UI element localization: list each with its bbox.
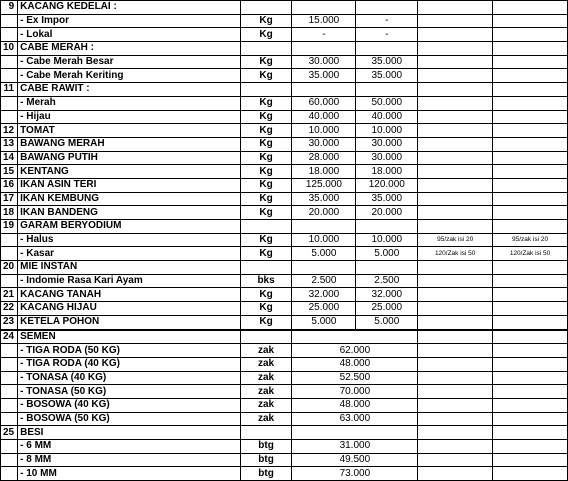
- table-row: [1, 110, 568, 124]
- table-row: [1, 192, 568, 206]
- price-1: 20.000: [292, 206, 356, 220]
- price: 48.000: [292, 398, 418, 412]
- price: 31.000: [292, 440, 418, 454]
- table-row: [1, 371, 568, 385]
- price-1: 125.000: [292, 178, 356, 192]
- note-2: [493, 288, 568, 302]
- table-row: [1, 315, 568, 329]
- note-2: [493, 137, 568, 151]
- note-1: [418, 330, 493, 344]
- note-2: [493, 315, 568, 329]
- table-row: [1, 440, 568, 454]
- note-1: 120/Zak isi 50: [418, 247, 493, 261]
- item-name: IKAN KEMBUNG: [18, 192, 241, 206]
- row-number: [1, 398, 18, 412]
- unit-cell: zak: [240, 385, 292, 399]
- row-number: [1, 453, 18, 467]
- unit-cell: Kg: [240, 124, 292, 138]
- note-1: [418, 110, 493, 124]
- item-name: KENTANG: [18, 165, 241, 179]
- note-1: [418, 178, 493, 192]
- item-name: GARAM BERYODIUM: [18, 220, 241, 234]
- table-row: [1, 206, 568, 220]
- price-1: 30.000: [292, 55, 356, 69]
- note-1: [418, 192, 493, 206]
- unit-cell: Kg: [240, 206, 292, 220]
- price-2: 120.000: [356, 178, 418, 192]
- item-name: SEMEN: [18, 330, 241, 344]
- note-2: [493, 55, 568, 69]
- unit-cell: [240, 261, 292, 275]
- table-row: [1, 151, 568, 165]
- note-1: [418, 69, 493, 83]
- note-2: [493, 83, 568, 97]
- row-number: [1, 385, 18, 399]
- item-name: BAWANG MERAH: [18, 137, 241, 151]
- item-name: IKAN BANDENG: [18, 206, 241, 220]
- note-2: [493, 96, 568, 110]
- note-1: [418, 440, 493, 454]
- note-2: [493, 426, 568, 440]
- item-name: - TIGA RODA (50 KG): [18, 344, 241, 358]
- price: 73.000: [292, 467, 418, 481]
- price-1: 35.000: [292, 69, 356, 83]
- table-row: [1, 467, 568, 481]
- row-number: [1, 467, 18, 481]
- unit-cell: btg: [240, 467, 292, 481]
- price: 49.500: [292, 453, 418, 467]
- note-1: [418, 124, 493, 138]
- note-1: [418, 412, 493, 426]
- price: 48.000: [292, 357, 418, 371]
- note-1: [418, 96, 493, 110]
- price-2: 10.000: [356, 233, 418, 247]
- table-row: [1, 385, 568, 399]
- row-number: [1, 344, 18, 358]
- row-number: [1, 274, 18, 288]
- price-1: [292, 1, 356, 15]
- note-1: [418, 55, 493, 69]
- price-1: 18.000: [292, 165, 356, 179]
- item-name: CABE RAWIT :: [18, 83, 241, 97]
- unit-cell: Kg: [240, 288, 292, 302]
- note-1: [418, 302, 493, 316]
- note-2: [493, 385, 568, 399]
- item-name: - TONASA (40 KG): [18, 371, 241, 385]
- unit-cell: Kg: [240, 315, 292, 329]
- row-number: [1, 412, 18, 426]
- note-1: [418, 14, 493, 28]
- table-row: [1, 28, 568, 42]
- table-row: [1, 398, 568, 412]
- item-name: - BOSOWA (50 KG): [18, 412, 241, 426]
- table-row: [1, 220, 568, 234]
- table-row: [1, 124, 568, 138]
- price-2: 5.000: [356, 315, 418, 329]
- unit-cell: [240, 220, 292, 234]
- price-2: 35.000: [356, 192, 418, 206]
- item-name: KACANG TANAH: [18, 288, 241, 302]
- price-1: [292, 83, 356, 97]
- unit-cell: Kg: [240, 165, 292, 179]
- table-row: [1, 412, 568, 426]
- note-1: [418, 42, 493, 56]
- price-1: 30.000: [292, 137, 356, 151]
- row-number: 14: [1, 151, 18, 165]
- item-name: KACANG KEDELAI :: [18, 1, 241, 15]
- note-2: [493, 220, 568, 234]
- note-1: [418, 137, 493, 151]
- note-2: [493, 42, 568, 56]
- row-number: 11: [1, 83, 18, 97]
- note-2: [493, 14, 568, 28]
- item-name: - Lokal: [18, 28, 241, 42]
- row-number: [1, 247, 18, 261]
- note-2: [493, 357, 568, 371]
- note-1: [418, 151, 493, 165]
- row-number: 9: [1, 1, 18, 15]
- item-name: - Hijau: [18, 110, 241, 124]
- unit-cell: zak: [240, 398, 292, 412]
- note-1: [418, 467, 493, 481]
- row-number: [1, 440, 18, 454]
- item-name: - 8 MM: [18, 453, 241, 467]
- unit-cell: zak: [240, 344, 292, 358]
- table-row: [1, 453, 568, 467]
- item-name: - Indomie Rasa Kari Ayam: [18, 274, 241, 288]
- note-1: [418, 344, 493, 358]
- note-1: [418, 288, 493, 302]
- price-2: 40.000: [356, 110, 418, 124]
- price-1: 5.000: [292, 247, 356, 261]
- note-1: [418, 28, 493, 42]
- price-2: 50.000: [356, 96, 418, 110]
- table-row: [1, 247, 568, 261]
- table-row: [1, 178, 568, 192]
- item-name: IKAN ASIN TERI: [18, 178, 241, 192]
- note-2: [493, 151, 568, 165]
- price-1: 40.000: [292, 110, 356, 124]
- note-2: [493, 178, 568, 192]
- table-row: [1, 357, 568, 371]
- price: 63.000: [292, 412, 418, 426]
- note-1: [418, 385, 493, 399]
- row-number: [1, 14, 18, 28]
- price-1: 10.000: [292, 233, 356, 247]
- table-row: [1, 69, 568, 83]
- price-2: 18.000: [356, 165, 418, 179]
- note-2: [493, 192, 568, 206]
- price-1: 10.000: [292, 124, 356, 138]
- table-row: [1, 426, 568, 440]
- row-number: [1, 371, 18, 385]
- table-row: [1, 55, 568, 69]
- price-1: [292, 42, 356, 56]
- unit-cell: Kg: [240, 178, 292, 192]
- item-name: - BOSOWA (40 KG): [18, 398, 241, 412]
- item-name: BAWANG PUTIH: [18, 151, 241, 165]
- price-2: 30.000: [356, 151, 418, 165]
- note-2: [493, 261, 568, 275]
- item-name: - Ex Impor: [18, 14, 241, 28]
- item-name: - Merah: [18, 96, 241, 110]
- table-row: [1, 344, 568, 358]
- price: 62.000: [292, 344, 418, 358]
- price-1: 2.500: [292, 274, 356, 288]
- note-1: [418, 165, 493, 179]
- unit-cell: bks: [240, 274, 292, 288]
- row-number: 23: [1, 315, 18, 329]
- item-name: KETELA POHON: [18, 315, 241, 329]
- price-table-body: [1, 1, 568, 481]
- price-1: 60.000: [292, 96, 356, 110]
- price-2: 5.000: [356, 247, 418, 261]
- note-2: [493, 412, 568, 426]
- price-2: [356, 1, 418, 15]
- note-2: [493, 165, 568, 179]
- row-number: 20: [1, 261, 18, 275]
- price-2: 2.500: [356, 274, 418, 288]
- item-name: MIE INSTAN: [18, 261, 241, 275]
- note-2: [493, 28, 568, 42]
- table-row: [1, 274, 568, 288]
- row-number: [1, 96, 18, 110]
- note-1: [418, 426, 493, 440]
- note-1: [418, 83, 493, 97]
- unit-cell: Kg: [240, 192, 292, 206]
- note-2: 95/zak isi 20: [493, 233, 568, 247]
- unit-cell: [240, 330, 292, 344]
- table-row: [1, 302, 568, 316]
- price-1: 32.000: [292, 288, 356, 302]
- price: [292, 426, 418, 440]
- row-number: 15: [1, 165, 18, 179]
- unit-cell: Kg: [240, 69, 292, 83]
- note-2: [493, 274, 568, 288]
- table-row: [1, 83, 568, 97]
- note-2: [493, 440, 568, 454]
- row-number: 24: [1, 330, 18, 344]
- note-2: [493, 1, 568, 15]
- price-1: 15.000: [292, 14, 356, 28]
- unit-cell: btg: [240, 453, 292, 467]
- note-1: [418, 206, 493, 220]
- row-number: 12: [1, 124, 18, 138]
- note-1: [418, 357, 493, 371]
- table-row: [1, 165, 568, 179]
- unit-cell: Kg: [240, 247, 292, 261]
- row-number: 21: [1, 288, 18, 302]
- row-number: [1, 233, 18, 247]
- unit-cell: Kg: [240, 55, 292, 69]
- unit-cell: zak: [240, 371, 292, 385]
- price-2: 32.000: [356, 288, 418, 302]
- table-row: [1, 137, 568, 151]
- unit-cell: Kg: [240, 14, 292, 28]
- item-name: - TONASA (50 KG): [18, 385, 241, 399]
- note-1: [418, 315, 493, 329]
- price-2: -: [356, 28, 418, 42]
- note-2: [493, 69, 568, 83]
- note-1: [418, 371, 493, 385]
- note-1: [418, 398, 493, 412]
- price-1: [292, 220, 356, 234]
- unit-cell: Kg: [240, 233, 292, 247]
- unit-cell: Kg: [240, 151, 292, 165]
- unit-cell: [240, 42, 292, 56]
- price-1: -: [292, 28, 356, 42]
- row-number: 25: [1, 426, 18, 440]
- price-2: [356, 83, 418, 97]
- note-2: [493, 124, 568, 138]
- price-2: 30.000: [356, 137, 418, 151]
- price: 52.500: [292, 371, 418, 385]
- note-1: 95/zak isi 20: [418, 233, 493, 247]
- unit-cell: [240, 1, 292, 15]
- row-number: [1, 69, 18, 83]
- table-row: [1, 261, 568, 275]
- item-name: - Cabe Merah Besar: [18, 55, 241, 69]
- unit-cell: Kg: [240, 137, 292, 151]
- row-number: 17: [1, 192, 18, 206]
- table-row: [1, 96, 568, 110]
- row-number: [1, 55, 18, 69]
- price-2: 35.000: [356, 69, 418, 83]
- row-number: 18: [1, 206, 18, 220]
- item-name: BESI: [18, 426, 241, 440]
- note-2: [493, 371, 568, 385]
- price-1: [292, 261, 356, 275]
- price-2: 10.000: [356, 124, 418, 138]
- row-number: 22: [1, 302, 18, 316]
- unit-cell: Kg: [240, 110, 292, 124]
- row-number: 13: [1, 137, 18, 151]
- unit-cell: Kg: [240, 302, 292, 316]
- price-1: 25.000: [292, 302, 356, 316]
- item-name: - Cabe Merah Keriting: [18, 69, 241, 83]
- price-2: [356, 220, 418, 234]
- row-number: 10: [1, 42, 18, 56]
- item-name: KACANG HIJAU: [18, 302, 241, 316]
- price-1: 35.000: [292, 192, 356, 206]
- item-name: - 10 MM: [18, 467, 241, 481]
- item-name: CABE MERAH :: [18, 42, 241, 56]
- note-2: [493, 206, 568, 220]
- price-2: [356, 42, 418, 56]
- table-row: [1, 42, 568, 56]
- note-1: [418, 274, 493, 288]
- note-2: [493, 110, 568, 124]
- unit-cell: Kg: [240, 96, 292, 110]
- table-row: [1, 14, 568, 28]
- unit-cell: btg: [240, 440, 292, 454]
- price-2: -: [356, 14, 418, 28]
- item-name: - Kasar: [18, 247, 241, 261]
- note-2: 120/Zak isi 50: [493, 247, 568, 261]
- note-1: [418, 261, 493, 275]
- item-name: TOMAT: [18, 124, 241, 138]
- item-name: - TIGA RODA (40 KG): [18, 357, 241, 371]
- table-row: [1, 1, 568, 15]
- row-number: [1, 110, 18, 124]
- row-number: [1, 357, 18, 371]
- note-2: [493, 398, 568, 412]
- note-1: [418, 453, 493, 467]
- unit-cell: zak: [240, 357, 292, 371]
- table-row: [1, 330, 568, 344]
- table-row: [1, 288, 568, 302]
- row-number: 16: [1, 178, 18, 192]
- unit-cell: [240, 426, 292, 440]
- price-1: 28.000: [292, 151, 356, 165]
- unit-cell: zak: [240, 412, 292, 426]
- note-2: [493, 302, 568, 316]
- price-2: [356, 261, 418, 275]
- price-2: 20.000: [356, 206, 418, 220]
- row-number: 19: [1, 220, 18, 234]
- price-2: 25.000: [356, 302, 418, 316]
- table-row: [1, 233, 568, 247]
- price: [292, 330, 418, 344]
- unit-cell: [240, 83, 292, 97]
- note-2: [493, 344, 568, 358]
- item-name: - 6 MM: [18, 440, 241, 454]
- unit-cell: Kg: [240, 28, 292, 42]
- item-name: - Halus: [18, 233, 241, 247]
- row-number: [1, 28, 18, 42]
- note-1: [418, 220, 493, 234]
- note-2: [493, 453, 568, 467]
- note-1: [418, 1, 493, 15]
- note-2: [493, 467, 568, 481]
- price: 70.000: [292, 385, 418, 399]
- note-2: [493, 330, 568, 344]
- price-2: 35.000: [356, 55, 418, 69]
- price-1: 5.000: [292, 315, 356, 329]
